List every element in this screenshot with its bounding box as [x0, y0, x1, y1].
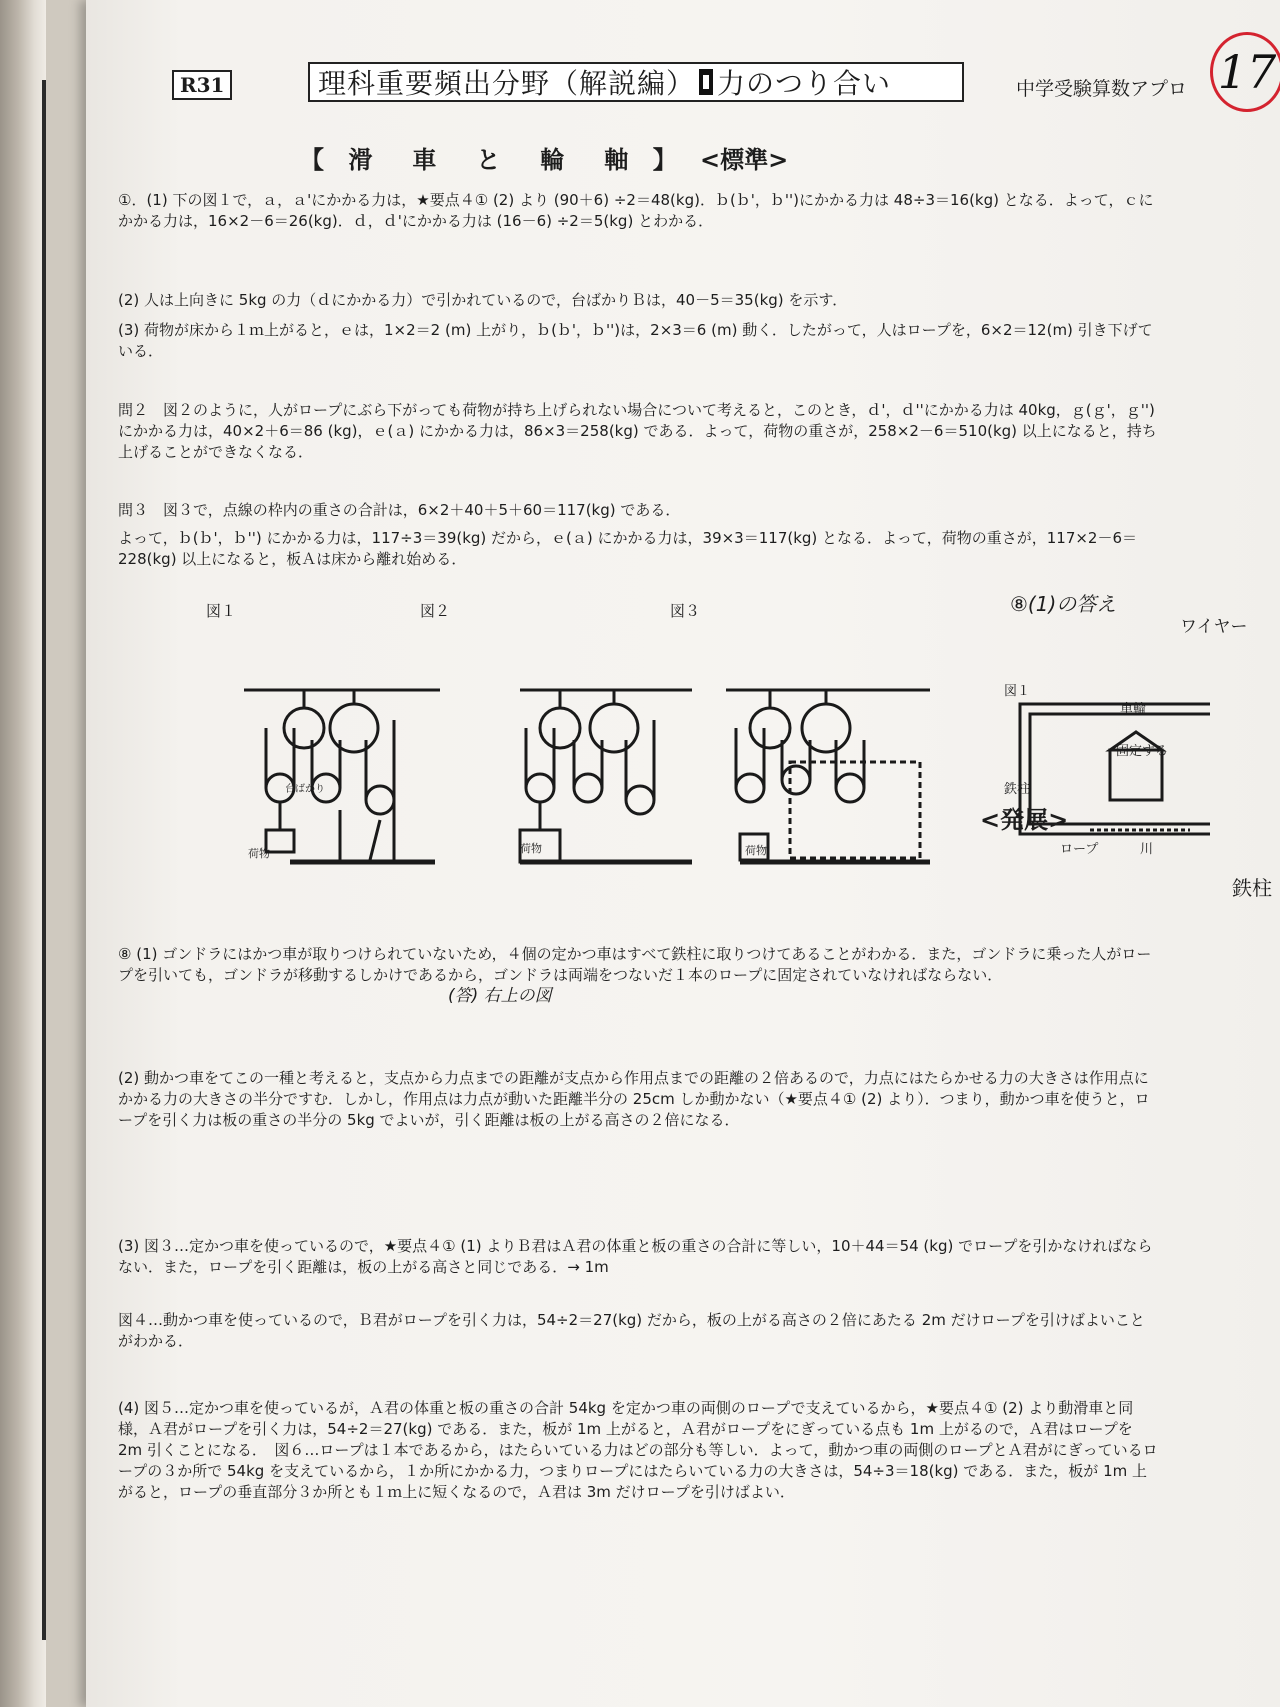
- luggage-label-3: 荷物: [745, 844, 767, 857]
- brand-label: 中学受験算数アプロ: [1016, 78, 1188, 100]
- luggage-label-1: 荷物: [248, 847, 270, 860]
- text-block-2: [118, 290, 1158, 311]
- wire-label: ワイヤー: [1180, 617, 1248, 637]
- level-badge: <標準>: [700, 146, 789, 174]
- fig-i-label: 図１: [1004, 684, 1031, 699]
- fig2-label: 図２: [420, 602, 451, 620]
- rope-label: ロープ: [1060, 842, 1099, 857]
- fig1-label: 図１: [206, 602, 237, 620]
- luggage-label-2: 荷物: [520, 842, 542, 855]
- develop-badge: <発展>: [980, 806, 1069, 834]
- section-title: 【 滑 車 と 輪 軸 】: [300, 146, 685, 174]
- paragraph: ⑧ (1) ゴンドラにはかつ車が取りつけられていないため，４個の定かつ車はすべて鉄柱に取りつけてあることがわかる．また，ゴンドラに乗った人がロープを引いても，ゴンドラが移動するしかけであるから，ゴンドラは両端をつないだ１本のロープに固定されていなければならない．: [118, 945, 1152, 984]
- pulley-diagrams: [230, 680, 1210, 900]
- text-block-6: [118, 528, 1158, 570]
- text-block-7: [118, 944, 1158, 1007]
- paragraph: 問３ 図３で，点線の枠内の重さの合計は，6×2＋40＋5＋60＝117(kg) である．: [118, 501, 681, 519]
- paragraph: ①．(1) 下の図１で，ａ，ａ'にかかる力は，★要点４① (2) より (90＋6) ÷2＝48(kg)．ｂ(ｂ'，ｂ'')にかかる力は 48÷3＝16(kg) となる．よって，ｃにかかる力は，16×2－6＝26(kg)．ｄ，ｄ'にかかる力は (16－6) ÷2＝5(kg) とわかる．: [118, 191, 1154, 230]
- paragraph: (3) 図３…定かつ車を使っているので，★要点４① (1) よりＢ君はＡ君の体重と板の重さの合計に等しい，10＋44＝54 (kg) でロープを引かなければならない．また，ロープを引く距離は，板の上がる高さと同じである．→ 1m: [118, 1237, 1153, 1276]
- answer-note: ⑧(1)の答え: [1010, 592, 1117, 616]
- page-title: 理科重要頻出分野（解説編）: [318, 67, 696, 100]
- scale-label: 台ばかり: [285, 784, 325, 795]
- text-block-11: [118, 1398, 1158, 1503]
- text-block-10: [118, 1310, 1158, 1352]
- page-title-box: [308, 62, 964, 102]
- text-block-3: [118, 320, 1158, 362]
- fix-label: 固定する: [1116, 744, 1169, 759]
- answer-ref: (答) 右上の図: [448, 986, 552, 1006]
- text-block-4: [118, 400, 1158, 463]
- text-block-5: [118, 500, 1158, 521]
- paragraph: よって，ｂ(ｂ'，ｂ'') にかかる力は，117÷3＝39(kg) だから，ｅ(ａ) にかかる力は，39×3＝117(kg) となる．よって，荷物の重さが，117×2－6＝228(kg) 以上になると，板Ａは床から離れ始める．: [118, 529, 1138, 568]
- paragraph: (3) 荷物が床から１ｍ上がると，ｅは，1×2＝2 (m) 上がり，ｂ(ｂ'，ｂ'')は，2×3＝6 (m) 動く．したがって，人はロープを，6×2＝12(m) 引き下げている．: [118, 321, 1153, 360]
- paragraph: 問２ 図２のように，人がロープにぶら下がっても荷物が持ち上げられない場合について考えると，このとき，ｄ'，ｄ''にかかる力は 40kg，ｇ(ｇ'，ｇ'')にかかる力は，40×2＋6＝86 (kg)，ｅ(ａ) にかかる力は，86×3＝258(kg) である．よって，荷物の重さが，258×2－6＝510(kg) 以上になると，持ち上げることができなくなる．: [118, 401, 1157, 461]
- pulley-label: 車輪: [1120, 702, 1147, 717]
- binder-spine: [42, 80, 46, 1640]
- iron-pillar-note: 鉄柱: [1232, 876, 1272, 900]
- paragraph: (4) 図５…定かつ車を使っているが，Ａ君の体重と板の重さの合計 54kg を定かつ車の両側のロープで支えているから，★要点４① (2) より動滑車と同様，Ａ君がロープを引く力は，54÷2＝27(kg) である．また，板が 1m 上がると，Ａ君がロープをにぎっている点も 1m 上がるので，Ａ君はロープを 2m 引くことになる． 図６…ロープは１本であるから，はたらいている力はどの部分も等しい．よって，動かつ車の両側のロープとＡ君がにぎっているロープの３か所で 54kg を支えているから，１か所にかかる力，つまりロープにはたらいている力の大きさは，54÷3＝18(kg) である．また，板が 1m 上がると，ロープの垂直部分３か所とも１ｍ上に短くなるので，Ａ君は 3m だけロープを引けばよい．: [118, 1399, 1158, 1501]
- doc-id: R31: [172, 70, 232, 100]
- page-number: 17: [1210, 32, 1280, 112]
- page-title-suffix: 力のつり合い: [717, 67, 892, 100]
- gondola-label: 川: [1140, 842, 1154, 857]
- pillar-label: 鉄柱: [1004, 782, 1031, 797]
- fig3-label: 図３: [670, 602, 701, 620]
- paragraph: (2) 人は上向きに 5kg の力（ｄにかかる力）で引かれているので，台ばかりＢは，40－5＝35(kg) を示す．: [118, 291, 848, 309]
- paragraph: 図４…動かつ車を使っているので，Ｂ君がロープを引く力は，54÷2＝27(kg) だから，板の上がる高さの２倍にあたる 2m だけロープを引けばよいことがわかる．: [118, 1311, 1145, 1350]
- text-block-9: [118, 1236, 1158, 1278]
- page-header: [86, 45, 1277, 110]
- text-block-1: [118, 190, 1158, 232]
- binder-edge: [0, 0, 46, 1707]
- title-separator-icon: [699, 69, 713, 95]
- text-block-8: [118, 1068, 1158, 1131]
- paragraph: (2) 動かつ車をてこの一種と考えると，支点から力点までの距離が支点から作用点までの距離の２倍あるので，力点にはたらかせる力の大きさは作用点にかかる力の大きさの半分ですむ．しかし，作用点は力点が動いた距離半分の 25cm しか動かない（★要点４① (2) より）．つまり，動かつ車を使うと，ロープを引く力は板の重さの半分の 5kg でよいが，引く距離は板の上がる高さの２倍になる．: [118, 1069, 1150, 1129]
